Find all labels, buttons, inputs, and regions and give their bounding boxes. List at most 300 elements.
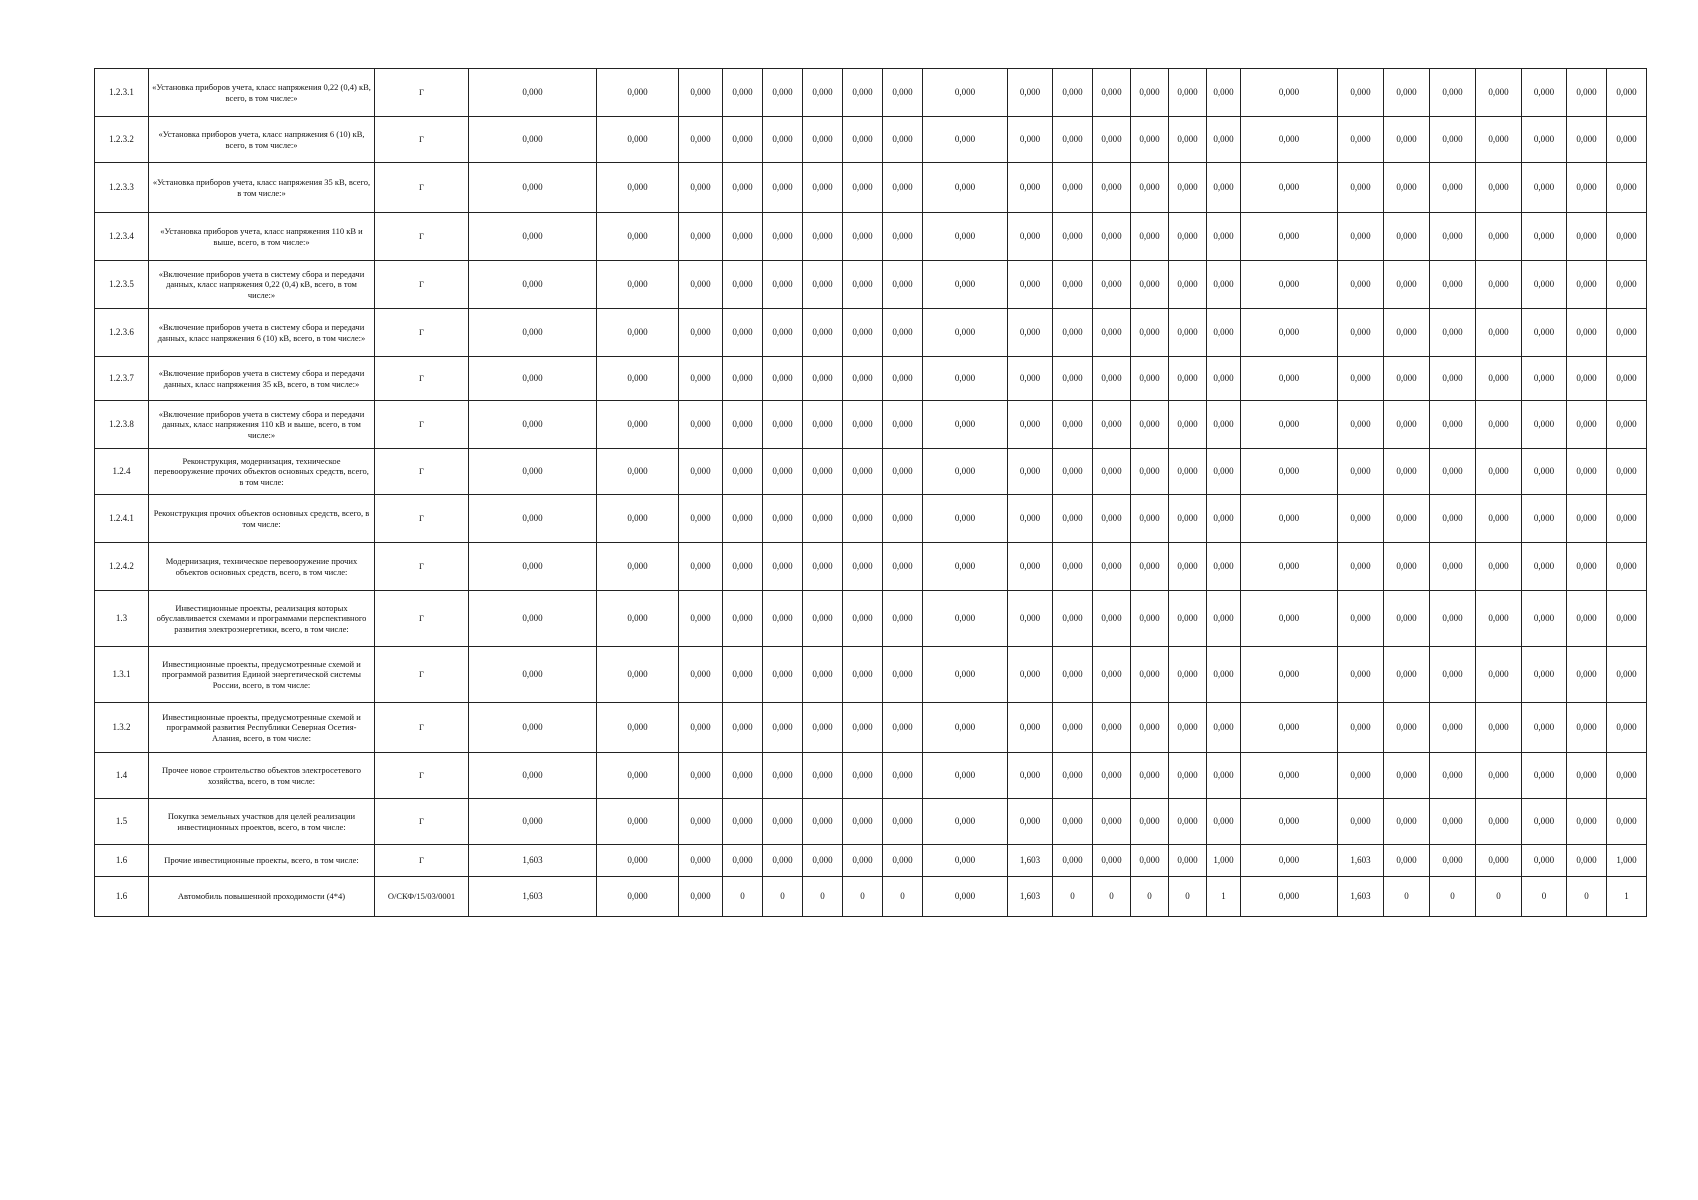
value-cell: 0,000 bbox=[843, 799, 883, 845]
row-number-cell: 1.2.3.1 bbox=[95, 69, 149, 117]
value-cell: 0,000 bbox=[1093, 117, 1131, 163]
row-number-cell: 1.2.3.3 bbox=[95, 163, 149, 213]
value-cell: 0,000 bbox=[1430, 117, 1476, 163]
value-cell: 1,603 bbox=[1008, 845, 1053, 877]
value-cell: 0,000 bbox=[1008, 163, 1053, 213]
value-cell: 0,000 bbox=[1522, 357, 1567, 401]
value-cell: 0,000 bbox=[1008, 495, 1053, 543]
row-code-cell: Г bbox=[375, 845, 469, 877]
value-cell: 0,000 bbox=[1607, 495, 1647, 543]
value-cell: 0,000 bbox=[1522, 309, 1567, 357]
value-cell: 0,000 bbox=[1522, 703, 1567, 753]
value-cell: 0,000 bbox=[1241, 647, 1338, 703]
value-cell: 0,000 bbox=[923, 309, 1008, 357]
value-cell: 0,000 bbox=[1131, 309, 1169, 357]
value-cell: 0,000 bbox=[1169, 401, 1207, 449]
value-cell: 0,000 bbox=[803, 449, 843, 495]
value-cell: 0,000 bbox=[1131, 495, 1169, 543]
value-cell: 0,000 bbox=[1476, 543, 1522, 591]
value-cell: 0,000 bbox=[1008, 591, 1053, 647]
value-cell: 0,000 bbox=[1008, 69, 1053, 117]
value-cell: 0,000 bbox=[723, 261, 763, 309]
value-cell: 0,000 bbox=[1338, 163, 1384, 213]
value-cell: 0,000 bbox=[923, 877, 1008, 917]
value-cell: 0,000 bbox=[1607, 69, 1647, 117]
value-cell: 0,000 bbox=[1053, 401, 1093, 449]
value-cell: 0,000 bbox=[843, 309, 883, 357]
table-row bbox=[95, 877, 1647, 917]
value-cell: 0,000 bbox=[1093, 357, 1131, 401]
table-row bbox=[95, 647, 1647, 703]
table-row bbox=[95, 261, 1647, 309]
row-name-cell: Модернизация, техническое перевооружение прочих объектов основных средств, всего, в том числе: bbox=[149, 543, 375, 591]
value-cell: 0 bbox=[1053, 877, 1093, 917]
value-cell: 0,000 bbox=[923, 591, 1008, 647]
row-name-cell: Инвестиционные проекты, предусмотренные схемой и программой развития Республики Северная Осетия-Алания, всего, в том числе: bbox=[149, 703, 375, 753]
value-cell: 0,000 bbox=[843, 753, 883, 799]
value-cell: 0,000 bbox=[597, 877, 679, 917]
value-cell: 0,000 bbox=[1207, 401, 1241, 449]
value-cell: 0,000 bbox=[883, 647, 923, 703]
value-cell: 1 bbox=[1207, 877, 1241, 917]
value-cell: 0,000 bbox=[923, 753, 1008, 799]
row-code-cell: Г bbox=[375, 543, 469, 591]
value-cell: 0,000 bbox=[1384, 647, 1430, 703]
row-number-cell: 1.2.4 bbox=[95, 449, 149, 495]
value-cell: 0,000 bbox=[1384, 69, 1430, 117]
value-cell: 0,000 bbox=[1338, 117, 1384, 163]
row-name-cell: Покупка земельных участков для целей реализации инвестиционных проектов, всего, в том числе: bbox=[149, 799, 375, 845]
value-cell: 0,000 bbox=[1522, 753, 1567, 799]
value-cell: 0,000 bbox=[597, 591, 679, 647]
value-cell: 0,000 bbox=[1131, 69, 1169, 117]
row-code-cell: Г bbox=[375, 401, 469, 449]
value-cell: 0,000 bbox=[1207, 213, 1241, 261]
value-cell: 0,000 bbox=[1476, 117, 1522, 163]
value-cell: 0,000 bbox=[883, 357, 923, 401]
value-cell: 0,000 bbox=[1384, 213, 1430, 261]
value-cell: 0,000 bbox=[1567, 357, 1607, 401]
table-row bbox=[95, 799, 1647, 845]
value-cell: 0,000 bbox=[1430, 647, 1476, 703]
value-cell: 0,000 bbox=[1093, 703, 1131, 753]
row-number-cell: 1.6 bbox=[95, 877, 149, 917]
value-cell: 0,000 bbox=[597, 449, 679, 495]
value-cell: 0,000 bbox=[1207, 495, 1241, 543]
value-cell: 0 bbox=[883, 877, 923, 917]
value-cell: 0,000 bbox=[1008, 213, 1053, 261]
value-cell: 0,000 bbox=[469, 261, 597, 309]
value-cell: 0,000 bbox=[1476, 647, 1522, 703]
value-cell: 0,000 bbox=[923, 357, 1008, 401]
value-cell: 0,000 bbox=[1008, 543, 1053, 591]
value-cell: 0,000 bbox=[923, 449, 1008, 495]
value-cell: 0,000 bbox=[923, 117, 1008, 163]
value-cell: 0,000 bbox=[469, 591, 597, 647]
value-cell: 0,000 bbox=[843, 401, 883, 449]
row-code-cell: О/СКФ/15/03/0001 bbox=[375, 877, 469, 917]
value-cell: 0,000 bbox=[469, 703, 597, 753]
value-cell: 0,000 bbox=[1567, 753, 1607, 799]
value-cell: 0,000 bbox=[1169, 69, 1207, 117]
value-cell: 0,000 bbox=[1338, 647, 1384, 703]
value-cell: 0,000 bbox=[1522, 261, 1567, 309]
value-cell: 0,000 bbox=[1131, 357, 1169, 401]
value-cell: 0,000 bbox=[1338, 703, 1384, 753]
value-cell: 0,000 bbox=[1169, 495, 1207, 543]
table-row bbox=[95, 117, 1647, 163]
value-cell: 0 bbox=[1476, 877, 1522, 917]
value-cell: 1,000 bbox=[1207, 845, 1241, 877]
value-cell: 0,000 bbox=[1053, 495, 1093, 543]
row-number-cell: 1.2.4.2 bbox=[95, 543, 149, 591]
value-cell: 0,000 bbox=[883, 591, 923, 647]
value-cell: 0,000 bbox=[1338, 401, 1384, 449]
value-cell: 0,000 bbox=[723, 647, 763, 703]
row-code-cell: Г bbox=[375, 357, 469, 401]
value-cell: 0,000 bbox=[1241, 845, 1338, 877]
row-number-cell: 1.3.2 bbox=[95, 703, 149, 753]
value-cell: 0,000 bbox=[763, 213, 803, 261]
value-cell: 0,000 bbox=[1338, 213, 1384, 261]
row-name-cell: Инвестиционные проекты, предусмотренные схемой и программой развития Единой энергетической системы России, всего, в том числе: bbox=[149, 647, 375, 703]
value-cell: 0,000 bbox=[1607, 309, 1647, 357]
value-cell: 0,000 bbox=[1169, 591, 1207, 647]
value-cell: 0,000 bbox=[763, 845, 803, 877]
value-cell: 0,000 bbox=[723, 591, 763, 647]
value-cell: 0,000 bbox=[923, 703, 1008, 753]
value-cell: 0,000 bbox=[597, 703, 679, 753]
value-cell: 0 bbox=[1131, 877, 1169, 917]
value-cell: 0,000 bbox=[597, 163, 679, 213]
value-cell: 0,000 bbox=[1607, 357, 1647, 401]
value-cell: 0,000 bbox=[1522, 799, 1567, 845]
value-cell: 0,000 bbox=[1053, 69, 1093, 117]
value-cell: 0,000 bbox=[883, 543, 923, 591]
value-cell: 0,000 bbox=[1008, 401, 1053, 449]
value-cell: 0,000 bbox=[923, 163, 1008, 213]
value-cell: 0,000 bbox=[1053, 117, 1093, 163]
value-cell: 0,000 bbox=[1093, 261, 1131, 309]
value-cell: 0,000 bbox=[803, 543, 843, 591]
row-name-cell: Прочее новое строительство объектов электросетевого хозяйства, всего, в том числе: bbox=[149, 753, 375, 799]
value-cell: 0,000 bbox=[1607, 799, 1647, 845]
value-cell: 0,000 bbox=[1008, 357, 1053, 401]
value-cell: 1,603 bbox=[469, 877, 597, 917]
value-cell: 0,000 bbox=[1567, 261, 1607, 309]
value-cell: 0,000 bbox=[1093, 401, 1131, 449]
value-cell: 0,000 bbox=[679, 69, 723, 117]
value-cell: 0,000 bbox=[469, 401, 597, 449]
value-cell: 0,000 bbox=[1476, 401, 1522, 449]
row-code-cell: Г bbox=[375, 449, 469, 495]
value-cell: 0,000 bbox=[1131, 845, 1169, 877]
value-cell: 0,000 bbox=[723, 213, 763, 261]
value-cell: 0,000 bbox=[1522, 449, 1567, 495]
value-cell: 0,000 bbox=[843, 845, 883, 877]
value-cell: 0,000 bbox=[763, 261, 803, 309]
value-cell: 0,000 bbox=[1607, 261, 1647, 309]
value-cell: 0,000 bbox=[883, 449, 923, 495]
value-cell: 0,000 bbox=[1093, 591, 1131, 647]
value-cell: 0,000 bbox=[1207, 703, 1241, 753]
value-cell: 0,000 bbox=[1384, 543, 1430, 591]
value-cell: 0,000 bbox=[1384, 753, 1430, 799]
value-cell: 0,000 bbox=[923, 647, 1008, 703]
value-cell: 0,000 bbox=[1430, 495, 1476, 543]
row-number-cell: 1.2.3.5 bbox=[95, 261, 149, 309]
value-cell: 0,000 bbox=[1207, 357, 1241, 401]
value-cell: 0,000 bbox=[679, 753, 723, 799]
value-cell: 0,000 bbox=[679, 647, 723, 703]
value-cell: 0,000 bbox=[1008, 117, 1053, 163]
value-cell: 0,000 bbox=[469, 647, 597, 703]
value-cell: 0,000 bbox=[843, 647, 883, 703]
value-cell: 0,000 bbox=[803, 495, 843, 543]
value-cell: 0 bbox=[843, 877, 883, 917]
value-cell: 0,000 bbox=[1607, 401, 1647, 449]
value-cell: 0,000 bbox=[723, 69, 763, 117]
value-cell: 0,000 bbox=[1093, 753, 1131, 799]
value-cell: 0,000 bbox=[679, 799, 723, 845]
row-name-cell: «Установка приборов учета, класс напряжения 0,22 (0,4) кВ, всего, в том числе:» bbox=[149, 69, 375, 117]
value-cell: 0 bbox=[1430, 877, 1476, 917]
value-cell: 0,000 bbox=[763, 309, 803, 357]
value-cell: 0,000 bbox=[803, 163, 843, 213]
row-code-cell: Г bbox=[375, 163, 469, 213]
value-cell: 0,000 bbox=[843, 591, 883, 647]
value-cell: 0,000 bbox=[1607, 117, 1647, 163]
value-cell: 0,000 bbox=[1241, 401, 1338, 449]
value-cell: 0,000 bbox=[1008, 261, 1053, 309]
value-cell: 0 bbox=[723, 877, 763, 917]
value-cell: 0,000 bbox=[1476, 703, 1522, 753]
value-cell: 1,603 bbox=[1338, 877, 1384, 917]
value-cell: 0,000 bbox=[1430, 163, 1476, 213]
value-cell: 0,000 bbox=[1522, 845, 1567, 877]
value-cell: 0,000 bbox=[597, 495, 679, 543]
value-cell: 0,000 bbox=[1207, 449, 1241, 495]
value-cell: 0,000 bbox=[1241, 753, 1338, 799]
row-code-cell: Г bbox=[375, 261, 469, 309]
value-cell: 0,000 bbox=[1567, 449, 1607, 495]
value-cell: 0,000 bbox=[1169, 799, 1207, 845]
value-cell: 0,000 bbox=[1169, 753, 1207, 799]
value-cell: 0,000 bbox=[723, 495, 763, 543]
value-cell: 0,000 bbox=[1053, 845, 1093, 877]
value-cell: 0,000 bbox=[1430, 357, 1476, 401]
value-cell: 0,000 bbox=[1338, 309, 1384, 357]
value-cell: 0,000 bbox=[883, 69, 923, 117]
value-cell: 0,000 bbox=[1169, 213, 1207, 261]
value-cell: 0,000 bbox=[763, 495, 803, 543]
value-cell: 0,000 bbox=[1241, 163, 1338, 213]
row-number-cell: 1.2.4.1 bbox=[95, 495, 149, 543]
value-cell: 0,000 bbox=[1093, 543, 1131, 591]
value-cell: 0,000 bbox=[1207, 261, 1241, 309]
value-cell: 0,000 bbox=[1207, 309, 1241, 357]
value-cell: 0,000 bbox=[763, 401, 803, 449]
value-cell: 0,000 bbox=[1093, 213, 1131, 261]
value-cell: 0,000 bbox=[469, 213, 597, 261]
value-cell: 0,000 bbox=[763, 799, 803, 845]
value-cell: 0,000 bbox=[1008, 799, 1053, 845]
row-name-cell: «Установка приборов учета, класс напряжения 110 кВ и выше, всего, в том числе:» bbox=[149, 213, 375, 261]
value-cell: 0,000 bbox=[763, 357, 803, 401]
value-cell: 0,000 bbox=[923, 213, 1008, 261]
value-cell: 0,000 bbox=[1430, 449, 1476, 495]
row-number-cell: 1.2.3.4 bbox=[95, 213, 149, 261]
value-cell: 0,000 bbox=[597, 357, 679, 401]
value-cell: 0,000 bbox=[1567, 799, 1607, 845]
value-cell: 1 bbox=[1607, 877, 1647, 917]
value-cell: 0,000 bbox=[883, 261, 923, 309]
value-cell: 0,000 bbox=[803, 401, 843, 449]
row-code-cell: Г bbox=[375, 495, 469, 543]
table-row bbox=[95, 69, 1647, 117]
value-cell: 0,000 bbox=[1430, 261, 1476, 309]
table-row bbox=[95, 213, 1647, 261]
value-cell: 0,000 bbox=[803, 261, 843, 309]
value-cell: 0,000 bbox=[1476, 69, 1522, 117]
value-cell: 0,000 bbox=[1131, 703, 1169, 753]
value-cell: 0,000 bbox=[723, 799, 763, 845]
value-cell: 0,000 bbox=[923, 799, 1008, 845]
value-cell: 0,000 bbox=[1338, 357, 1384, 401]
value-cell: 0,000 bbox=[1384, 703, 1430, 753]
value-cell: 0,000 bbox=[723, 449, 763, 495]
value-cell: 0,000 bbox=[1476, 309, 1522, 357]
value-cell: 0,000 bbox=[1522, 401, 1567, 449]
value-cell: 0,000 bbox=[883, 495, 923, 543]
value-cell: 0,000 bbox=[883, 703, 923, 753]
value-cell: 0,000 bbox=[1131, 543, 1169, 591]
value-cell: 1,000 bbox=[1607, 845, 1647, 877]
value-cell: 0,000 bbox=[1338, 591, 1384, 647]
value-cell: 0 bbox=[1093, 877, 1131, 917]
value-cell: 0,000 bbox=[763, 117, 803, 163]
value-cell: 0,000 bbox=[1241, 117, 1338, 163]
value-cell: 0,000 bbox=[1476, 845, 1522, 877]
value-cell: 0,000 bbox=[1053, 703, 1093, 753]
row-number-cell: 1.4 bbox=[95, 753, 149, 799]
value-cell: 0,000 bbox=[803, 591, 843, 647]
value-cell: 0,000 bbox=[1567, 845, 1607, 877]
value-cell: 0,000 bbox=[1241, 799, 1338, 845]
value-cell: 0,000 bbox=[1607, 213, 1647, 261]
value-cell: 0,000 bbox=[1241, 877, 1338, 917]
value-cell: 0,000 bbox=[1053, 261, 1093, 309]
value-cell: 0,000 bbox=[679, 357, 723, 401]
value-cell: 0,000 bbox=[1241, 261, 1338, 309]
value-cell: 0,000 bbox=[1567, 703, 1607, 753]
value-cell: 0,000 bbox=[679, 703, 723, 753]
table-row bbox=[95, 401, 1647, 449]
table-row bbox=[95, 495, 1647, 543]
table-row bbox=[95, 543, 1647, 591]
value-cell: 0,000 bbox=[1131, 261, 1169, 309]
value-cell: 0,000 bbox=[1093, 495, 1131, 543]
value-cell: 0,000 bbox=[723, 357, 763, 401]
value-cell: 0,000 bbox=[1384, 449, 1430, 495]
value-cell: 0,000 bbox=[883, 309, 923, 357]
value-cell: 0,000 bbox=[1338, 753, 1384, 799]
row-code-cell: Г bbox=[375, 753, 469, 799]
value-cell: 0,000 bbox=[1567, 647, 1607, 703]
value-cell: 0,000 bbox=[679, 117, 723, 163]
value-cell: 0,000 bbox=[1476, 449, 1522, 495]
value-cell: 0,000 bbox=[1384, 117, 1430, 163]
value-cell: 0,000 bbox=[1093, 163, 1131, 213]
value-cell: 0,000 bbox=[1567, 591, 1607, 647]
value-cell: 0,000 bbox=[923, 401, 1008, 449]
value-cell: 0,000 bbox=[679, 213, 723, 261]
value-cell: 0,000 bbox=[1169, 647, 1207, 703]
value-cell: 0,000 bbox=[843, 449, 883, 495]
value-cell: 0,000 bbox=[1476, 163, 1522, 213]
value-cell: 0,000 bbox=[1384, 591, 1430, 647]
value-cell: 0,000 bbox=[1384, 163, 1430, 213]
value-cell: 0,000 bbox=[1131, 401, 1169, 449]
value-cell: 0,000 bbox=[1384, 845, 1430, 877]
table-row bbox=[95, 449, 1647, 495]
value-cell: 0,000 bbox=[679, 163, 723, 213]
value-cell: 0,000 bbox=[1567, 163, 1607, 213]
value-cell: 0,000 bbox=[679, 309, 723, 357]
value-cell: 0,000 bbox=[843, 543, 883, 591]
table-row bbox=[95, 703, 1647, 753]
value-cell: 0,000 bbox=[1607, 591, 1647, 647]
table-row bbox=[95, 845, 1647, 877]
value-cell: 0,000 bbox=[1430, 543, 1476, 591]
value-cell: 0,000 bbox=[763, 69, 803, 117]
value-cell: 0,000 bbox=[803, 753, 843, 799]
value-cell: 0,000 bbox=[883, 163, 923, 213]
value-cell: 0,000 bbox=[1522, 647, 1567, 703]
value-cell: 0,000 bbox=[679, 449, 723, 495]
value-cell: 0,000 bbox=[1522, 163, 1567, 213]
value-cell: 0,000 bbox=[469, 357, 597, 401]
value-cell: 0,000 bbox=[1567, 309, 1607, 357]
value-cell: 0,000 bbox=[1430, 401, 1476, 449]
value-cell: 0,000 bbox=[883, 213, 923, 261]
row-number-cell: 1.2.3.7 bbox=[95, 357, 149, 401]
value-cell: 0,000 bbox=[1476, 591, 1522, 647]
value-cell: 0,000 bbox=[1607, 753, 1647, 799]
value-cell: 0,000 bbox=[1430, 753, 1476, 799]
value-cell: 0,000 bbox=[1384, 309, 1430, 357]
value-cell: 0,000 bbox=[923, 543, 1008, 591]
value-cell: 0,000 bbox=[1476, 753, 1522, 799]
value-cell: 0,000 bbox=[1093, 449, 1131, 495]
row-number-cell: 1.3 bbox=[95, 591, 149, 647]
value-cell: 0,000 bbox=[1169, 309, 1207, 357]
value-cell: 0,000 bbox=[1567, 495, 1607, 543]
value-cell: 0,000 bbox=[1169, 845, 1207, 877]
row-number-cell: 1.3.1 bbox=[95, 647, 149, 703]
value-cell: 0,000 bbox=[469, 309, 597, 357]
value-cell: 0 bbox=[763, 877, 803, 917]
value-cell: 0,000 bbox=[1476, 213, 1522, 261]
value-cell: 0,000 bbox=[1169, 117, 1207, 163]
value-cell: 0,000 bbox=[1522, 543, 1567, 591]
value-cell: 0,000 bbox=[1093, 69, 1131, 117]
value-cell: 0,000 bbox=[1567, 213, 1607, 261]
value-cell: 0,000 bbox=[843, 117, 883, 163]
row-code-cell: Г bbox=[375, 69, 469, 117]
value-cell: 0,000 bbox=[1430, 213, 1476, 261]
row-name-cell: «Включение приборов учета в систему сбора и передачи данных, класс напряжения 6 (10) кВ, всего, в том числе:» bbox=[149, 309, 375, 357]
